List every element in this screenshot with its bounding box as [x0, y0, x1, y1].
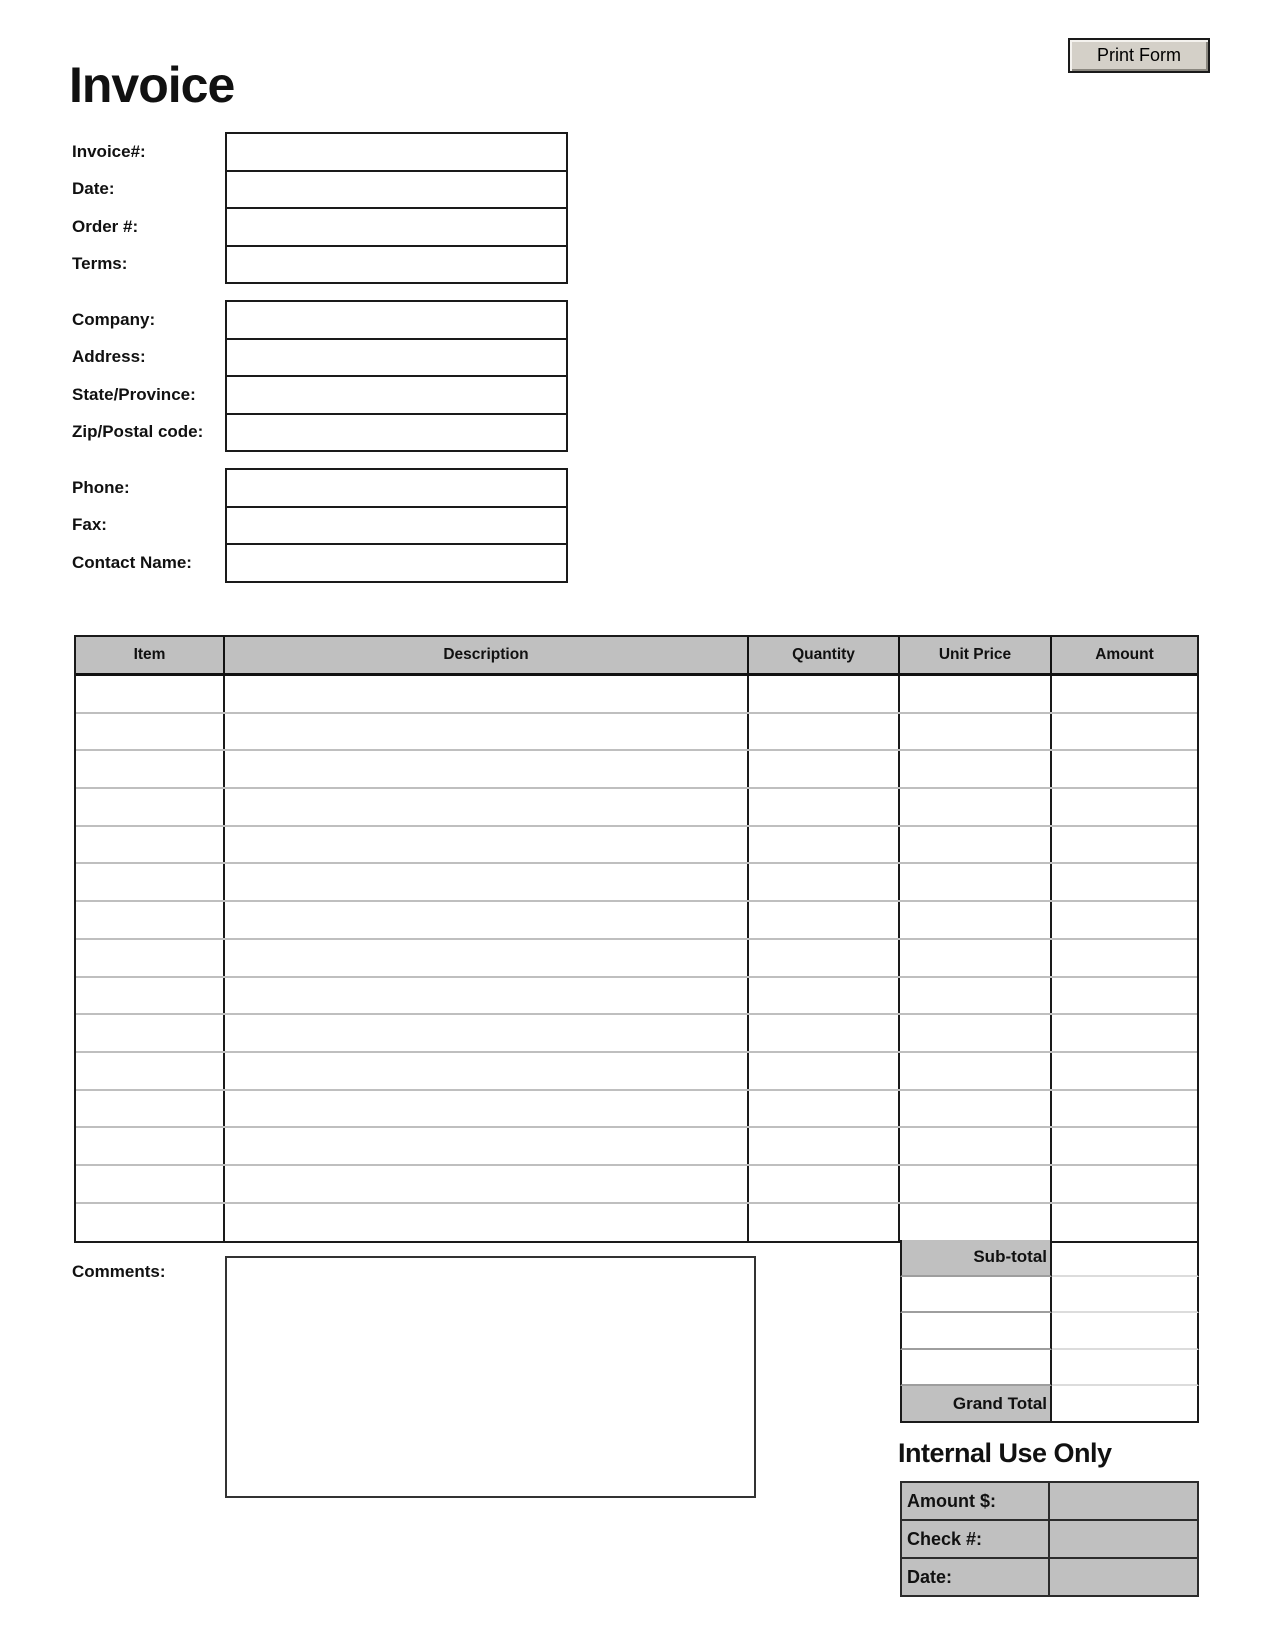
item-cell[interactable] [749, 864, 900, 900]
comments-label: Comments: [72, 1262, 166, 1281]
totals-blank-value-field[interactable] [1052, 1277, 1199, 1314]
item-cell[interactable] [900, 864, 1052, 900]
subtotal-value-field[interactable] [1052, 1240, 1199, 1277]
print-form-button[interactable]: Print Form [1068, 38, 1210, 73]
item-row [76, 789, 1197, 827]
quantity-column-header: Quantity [749, 637, 900, 673]
item-cell[interactable] [900, 676, 1052, 712]
totals-section [900, 1240, 1199, 1423]
item-cell[interactable] [76, 1053, 225, 1089]
invoice-number-input[interactable] [225, 132, 568, 172]
item-cell[interactable] [225, 714, 749, 750]
items-table-body [76, 676, 1197, 1241]
zip-postal-input[interactable] [225, 413, 568, 453]
totals-blank-row [900, 1350, 1199, 1387]
item-cell[interactable] [225, 827, 749, 863]
item-cell[interactable] [76, 1204, 225, 1242]
state-province-label: State/Province: [72, 384, 196, 404]
totals-blank-value-field[interactable] [1052, 1350, 1199, 1387]
state-province-input[interactable] [225, 375, 568, 415]
grand-total-label: Grand Total [900, 1386, 1052, 1423]
item-cell[interactable] [749, 714, 900, 750]
internal-date-label: Date: [902, 1559, 1050, 1595]
item-cell[interactable] [225, 902, 749, 938]
company-info-group [72, 300, 568, 452]
items-table-header [76, 637, 1197, 676]
item-cell[interactable] [900, 902, 1052, 938]
item-cell[interactable] [225, 676, 749, 712]
item-cell[interactable] [749, 676, 900, 712]
item-row [76, 1091, 1197, 1129]
internal-amount-field[interactable] [1050, 1483, 1197, 1519]
item-cell[interactable] [1052, 978, 1197, 1014]
totals-blank-row [900, 1277, 1199, 1314]
comments-textarea[interactable] [225, 1256, 756, 1498]
item-cell[interactable] [225, 789, 749, 825]
item-cell[interactable] [76, 1015, 225, 1051]
subtotal-row [900, 1240, 1199, 1277]
internal-check-label: Check #: [902, 1521, 1050, 1557]
contact-name-input[interactable] [225, 543, 568, 583]
internal-use-heading: Internal Use Only [898, 1438, 1112, 1468]
item-cell[interactable] [225, 1128, 749, 1164]
phone-input[interactable] [225, 468, 568, 508]
internal-date-row [902, 1559, 1197, 1595]
item-cell[interactable] [900, 1204, 1052, 1242]
item-cell[interactable] [76, 751, 225, 787]
item-row [76, 864, 1197, 902]
internal-amount-label: Amount $: [902, 1483, 1050, 1519]
item-cell[interactable] [1052, 1204, 1197, 1242]
item-cell[interactable] [225, 1053, 749, 1089]
contact-info-group [72, 468, 568, 583]
order-number-input[interactable] [225, 207, 568, 247]
item-cell[interactable] [76, 864, 225, 900]
item-cell[interactable] [1052, 1015, 1197, 1051]
item-cell[interactable] [1052, 1053, 1197, 1089]
item-row [76, 940, 1197, 978]
date-input[interactable] [225, 170, 568, 210]
item-cell[interactable] [76, 676, 225, 712]
unit-price-column-header: Unit Price [900, 637, 1052, 673]
item-row [76, 1128, 1197, 1166]
zip-postal-label: Zip/Postal code: [72, 422, 204, 442]
item-cell[interactable] [749, 1091, 900, 1127]
item-cell[interactable] [900, 1053, 1052, 1089]
item-row [76, 978, 1197, 1016]
item-column-header: Item [76, 637, 225, 673]
item-cell[interactable] [749, 1015, 900, 1051]
item-row [76, 1166, 1197, 1204]
item-cell[interactable] [1052, 940, 1197, 976]
item-cell[interactable] [1052, 1128, 1197, 1164]
invoice-info-group [72, 132, 568, 284]
item-cell[interactable] [749, 1204, 900, 1242]
item-cell[interactable] [76, 940, 225, 976]
company-label: Company: [72, 309, 156, 329]
internal-amount-row [902, 1483, 1197, 1521]
totals-blank-value-field[interactable] [1052, 1313, 1199, 1350]
item-cell[interactable] [749, 1053, 900, 1089]
item-cell[interactable] [1052, 714, 1197, 750]
fax-label: Fax: [72, 515, 107, 535]
item-cell[interactable] [76, 714, 225, 750]
contact-name-label: Contact Name: [72, 552, 192, 572]
address-label: Address: [72, 347, 146, 367]
item-cell[interactable] [1052, 1166, 1197, 1202]
item-cell[interactable] [749, 827, 900, 863]
item-row [76, 751, 1197, 789]
item-cell[interactable] [900, 714, 1052, 750]
phone-label: Phone: [72, 477, 130, 497]
item-row [76, 902, 1197, 940]
item-cell[interactable] [1052, 751, 1197, 787]
item-cell[interactable] [1052, 789, 1197, 825]
description-column-header: Description [225, 637, 749, 673]
item-cell[interactable] [900, 1166, 1052, 1202]
terms-label: Terms: [72, 254, 128, 274]
item-cell[interactable] [749, 1128, 900, 1164]
item-cell[interactable] [749, 789, 900, 825]
item-row [76, 827, 1197, 865]
item-row [76, 676, 1197, 714]
item-cell[interactable] [225, 864, 749, 900]
item-row [76, 1204, 1197, 1242]
item-cell[interactable] [225, 1204, 749, 1242]
internal-check-field[interactable] [1050, 1521, 1197, 1557]
grand-total-row [900, 1386, 1199, 1423]
item-cell[interactable] [1052, 902, 1197, 938]
item-cell[interactable] [1052, 1091, 1197, 1127]
item-cell[interactable] [225, 751, 749, 787]
item-cell[interactable] [900, 1015, 1052, 1051]
internal-date-field[interactable] [1050, 1559, 1197, 1595]
item-row [76, 1053, 1197, 1091]
company-input[interactable] [225, 300, 568, 340]
page-title: Invoice [69, 57, 235, 113]
item-cell[interactable] [900, 789, 1052, 825]
item-cell[interactable] [900, 940, 1052, 976]
item-cell[interactable] [76, 1128, 225, 1164]
item-cell[interactable] [749, 940, 900, 976]
date-label: Date: [72, 179, 115, 199]
item-row [76, 714, 1197, 752]
item-cell[interactable] [749, 978, 900, 1014]
item-cell[interactable] [225, 1015, 749, 1051]
item-cell[interactable] [225, 1091, 749, 1127]
item-cell[interactable] [1052, 676, 1197, 712]
totals-blank-label [900, 1277, 1052, 1314]
subtotal-label: Sub-total [900, 1240, 1052, 1277]
fax-input[interactable] [225, 506, 568, 546]
item-cell[interactable] [900, 1128, 1052, 1164]
item-cell[interactable] [1052, 864, 1197, 900]
item-cell[interactable] [76, 1091, 225, 1127]
item-cell[interactable] [225, 1166, 749, 1202]
item-cell[interactable] [900, 751, 1052, 787]
internal-check-row [902, 1521, 1197, 1559]
invoice-number-label: Invoice#: [72, 141, 146, 161]
item-cell[interactable] [1052, 827, 1197, 863]
item-cell[interactable] [749, 902, 900, 938]
totals-blank-label [900, 1350, 1052, 1387]
item-cell[interactable] [76, 1166, 225, 1202]
items-table [74, 635, 1199, 1243]
order-number-label: Order #: [72, 216, 139, 236]
internal-use-table [900, 1481, 1199, 1597]
item-cell[interactable] [76, 978, 225, 1014]
item-row [76, 1015, 1197, 1053]
grand-total-value-field[interactable] [1052, 1386, 1199, 1423]
totals-blank-label [900, 1313, 1052, 1350]
item-cell[interactable] [749, 1166, 900, 1202]
item-cell[interactable] [76, 827, 225, 863]
item-cell[interactable] [76, 902, 225, 938]
totals-blank-row [900, 1313, 1199, 1350]
item-cell[interactable] [749, 751, 900, 787]
terms-input[interactable] [225, 245, 568, 285]
item-cell[interactable] [225, 940, 749, 976]
item-cell[interactable] [225, 978, 749, 1014]
amount-column-header: Amount [1095, 646, 1154, 663]
item-cell[interactable] [900, 1091, 1052, 1127]
item-cell[interactable] [76, 789, 225, 825]
item-cell[interactable] [900, 827, 1052, 863]
address-input[interactable] [225, 338, 568, 378]
item-cell[interactable] [900, 978, 1052, 1014]
